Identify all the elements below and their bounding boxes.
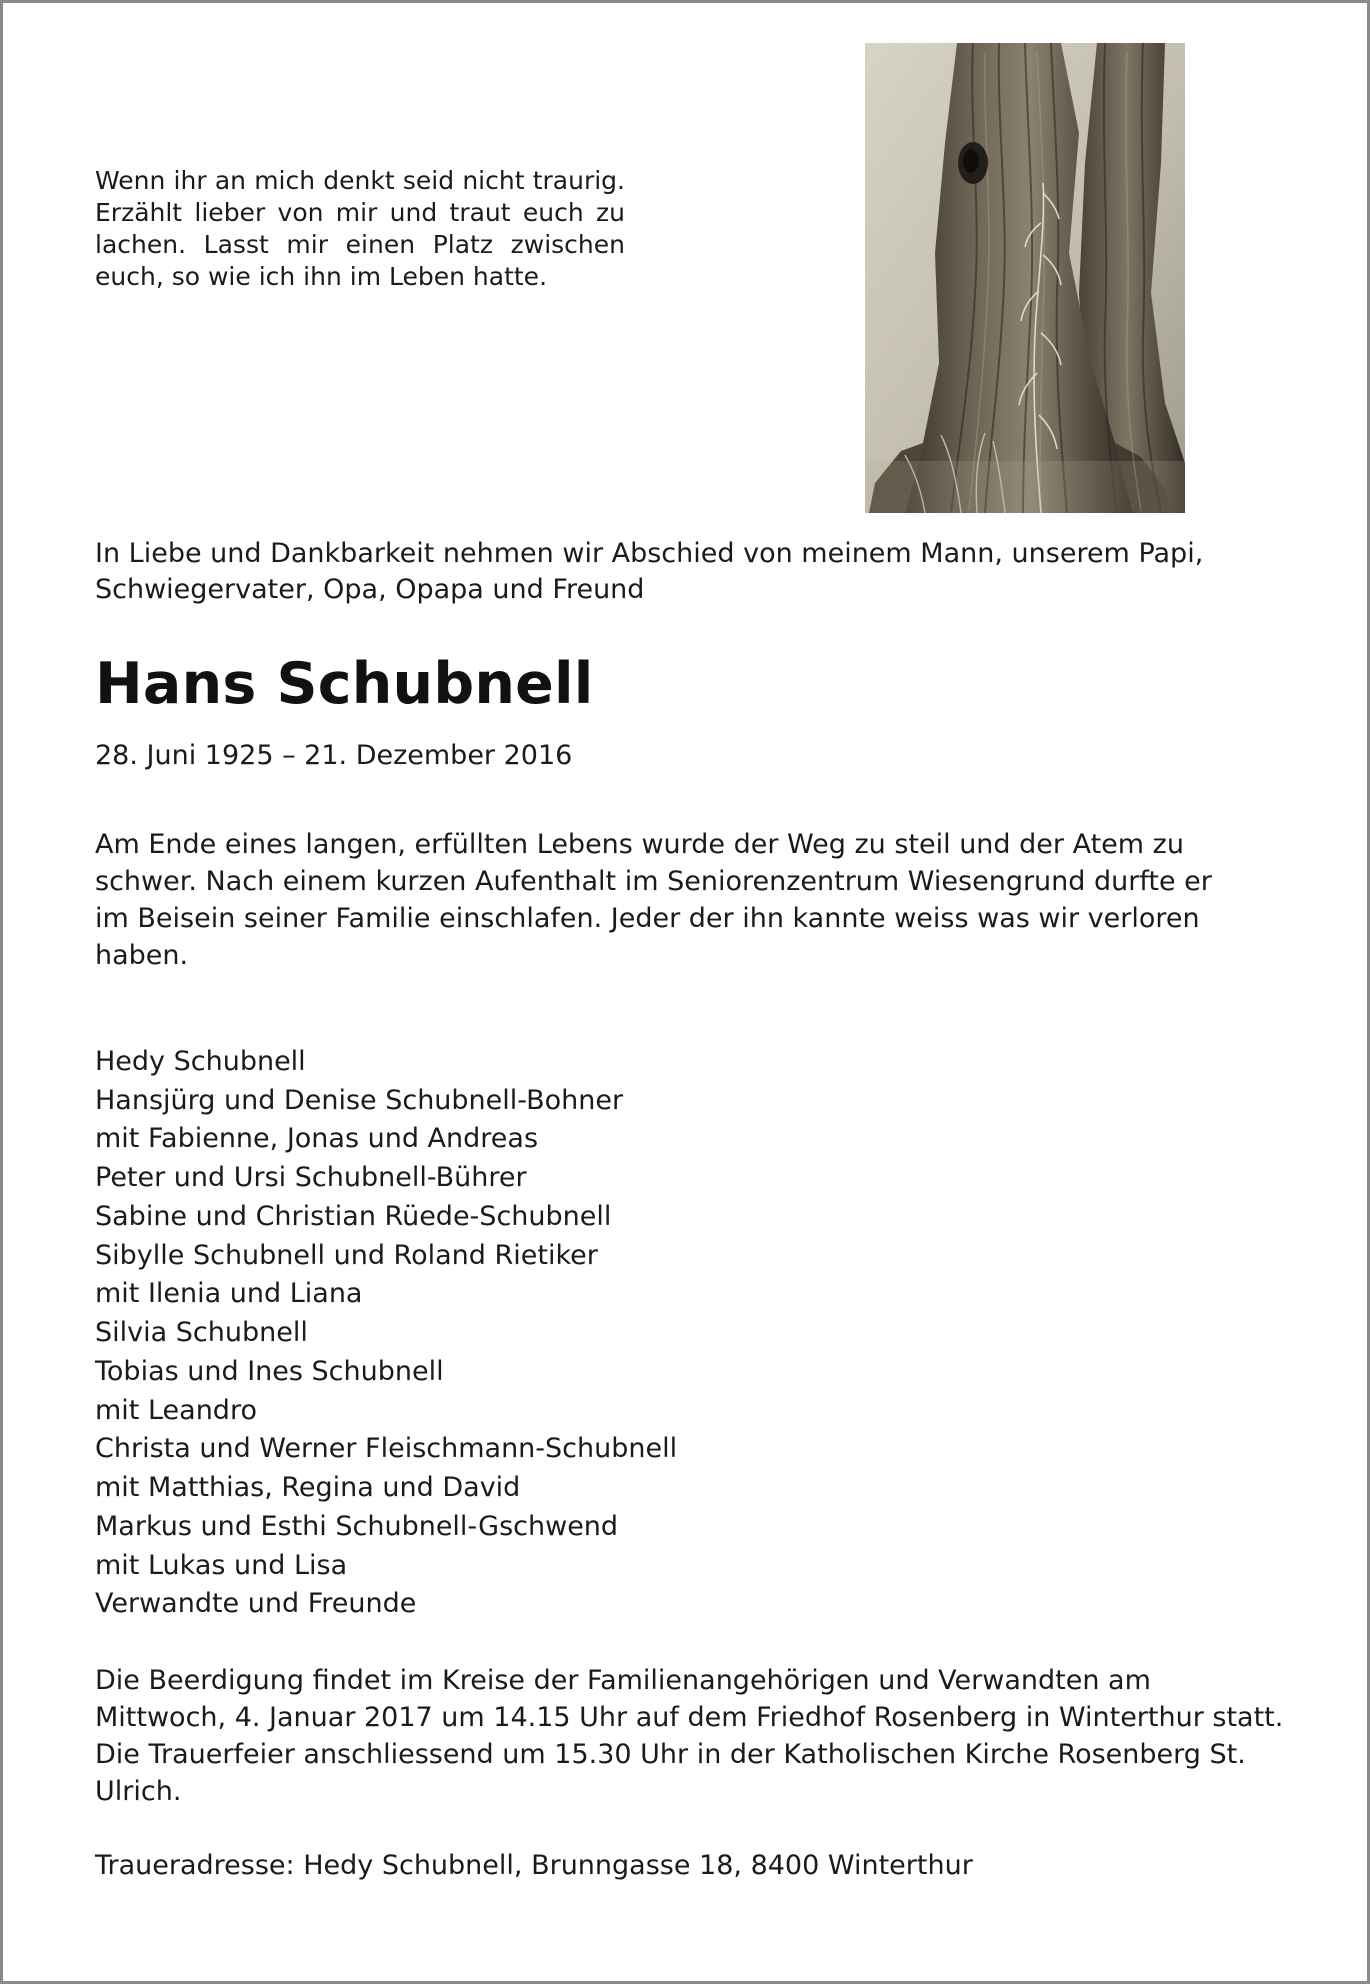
obituary-body: Am Ende eines langen, erfüllten Lebens wurde der Weg zu steil und der Atem zu schwer. Nach einem kurzen Aufenthalt im Seniorenzentrum Wiesengrund durfte er im Beisein seiner Familie einschlafen. Jeder der ihn kannte weiss was wir verloren haben. [95, 829, 1212, 971]
list-item: Tobias und Ines Schubnell [95, 1355, 444, 1387]
intro-text: In Liebe und Dankbarkeit nehmen wir Abschied von meinem Mann, unserem Papi, Schwiegervater, Opa, Opapa und Freund [95, 538, 1204, 605]
deceased-name: Hans Schubnell [95, 651, 594, 717]
life-dates: 28. Juni 1925 – 21. Dezember 2016 [95, 740, 573, 771]
list-item: Markus und Esthi Schubnell-Gschwend [95, 1510, 619, 1542]
list-item: Christa und Werner Fleischmann-Schubnell [95, 1433, 678, 1465]
list-item: mit Fabienne, Jonas und Andreas [95, 1123, 539, 1155]
list-item: mit Ilenia und Liana [95, 1278, 363, 1310]
tree-trunk-photo [865, 43, 1185, 513]
list-item: mit Matthias, Regina und David [95, 1472, 521, 1504]
survivors-list [95, 1043, 995, 1624]
list-item: Sabine und Christian Rüede-Schubnell [95, 1200, 612, 1232]
page-content [95, 3, 1307, 1981]
list-item: Sibylle Schubnell und Roland Rietiker [95, 1239, 598, 1271]
list-item: Silvia Schubnell [95, 1317, 308, 1349]
list-item: Hansjürg und Denise Schubnell-Bohner [95, 1084, 624, 1116]
list-item: Peter und Ursi Schubnell-Bührer [95, 1162, 527, 1194]
list-item: Hedy Schubnell [95, 1046, 306, 1077]
list-item: mit Leandro [95, 1394, 257, 1426]
mourning-address: Traueradresse: Hedy Schubnell, Brunngasse 18, 8400 Winterthur [95, 1850, 973, 1881]
motto-text: Wenn ihr an mich denkt seid nicht traurig. Erzählt lieber von mir und traut euch zu lachen. Lasst mir einen Platz zwischen euch, so wie ich ihn im Leben hatte. [95, 166, 625, 291]
list-item: mit Lukas und Lisa [95, 1549, 348, 1581]
funeral-details: Die Beerdigung findet im Kreise der Familienangehörigen und Verwandten am Mittwoch, 4. Januar 2017 um 14.15 Uhr auf dem Friedhof Rosenberg in Winterthur statt. Die Trauerfeier anschliessend um 15.30 Uhr in der Katholischen Kirche Rosenberg St. Ulrich. [95, 1665, 1284, 1807]
list-item: Verwandte und Freunde [95, 1588, 417, 1620]
